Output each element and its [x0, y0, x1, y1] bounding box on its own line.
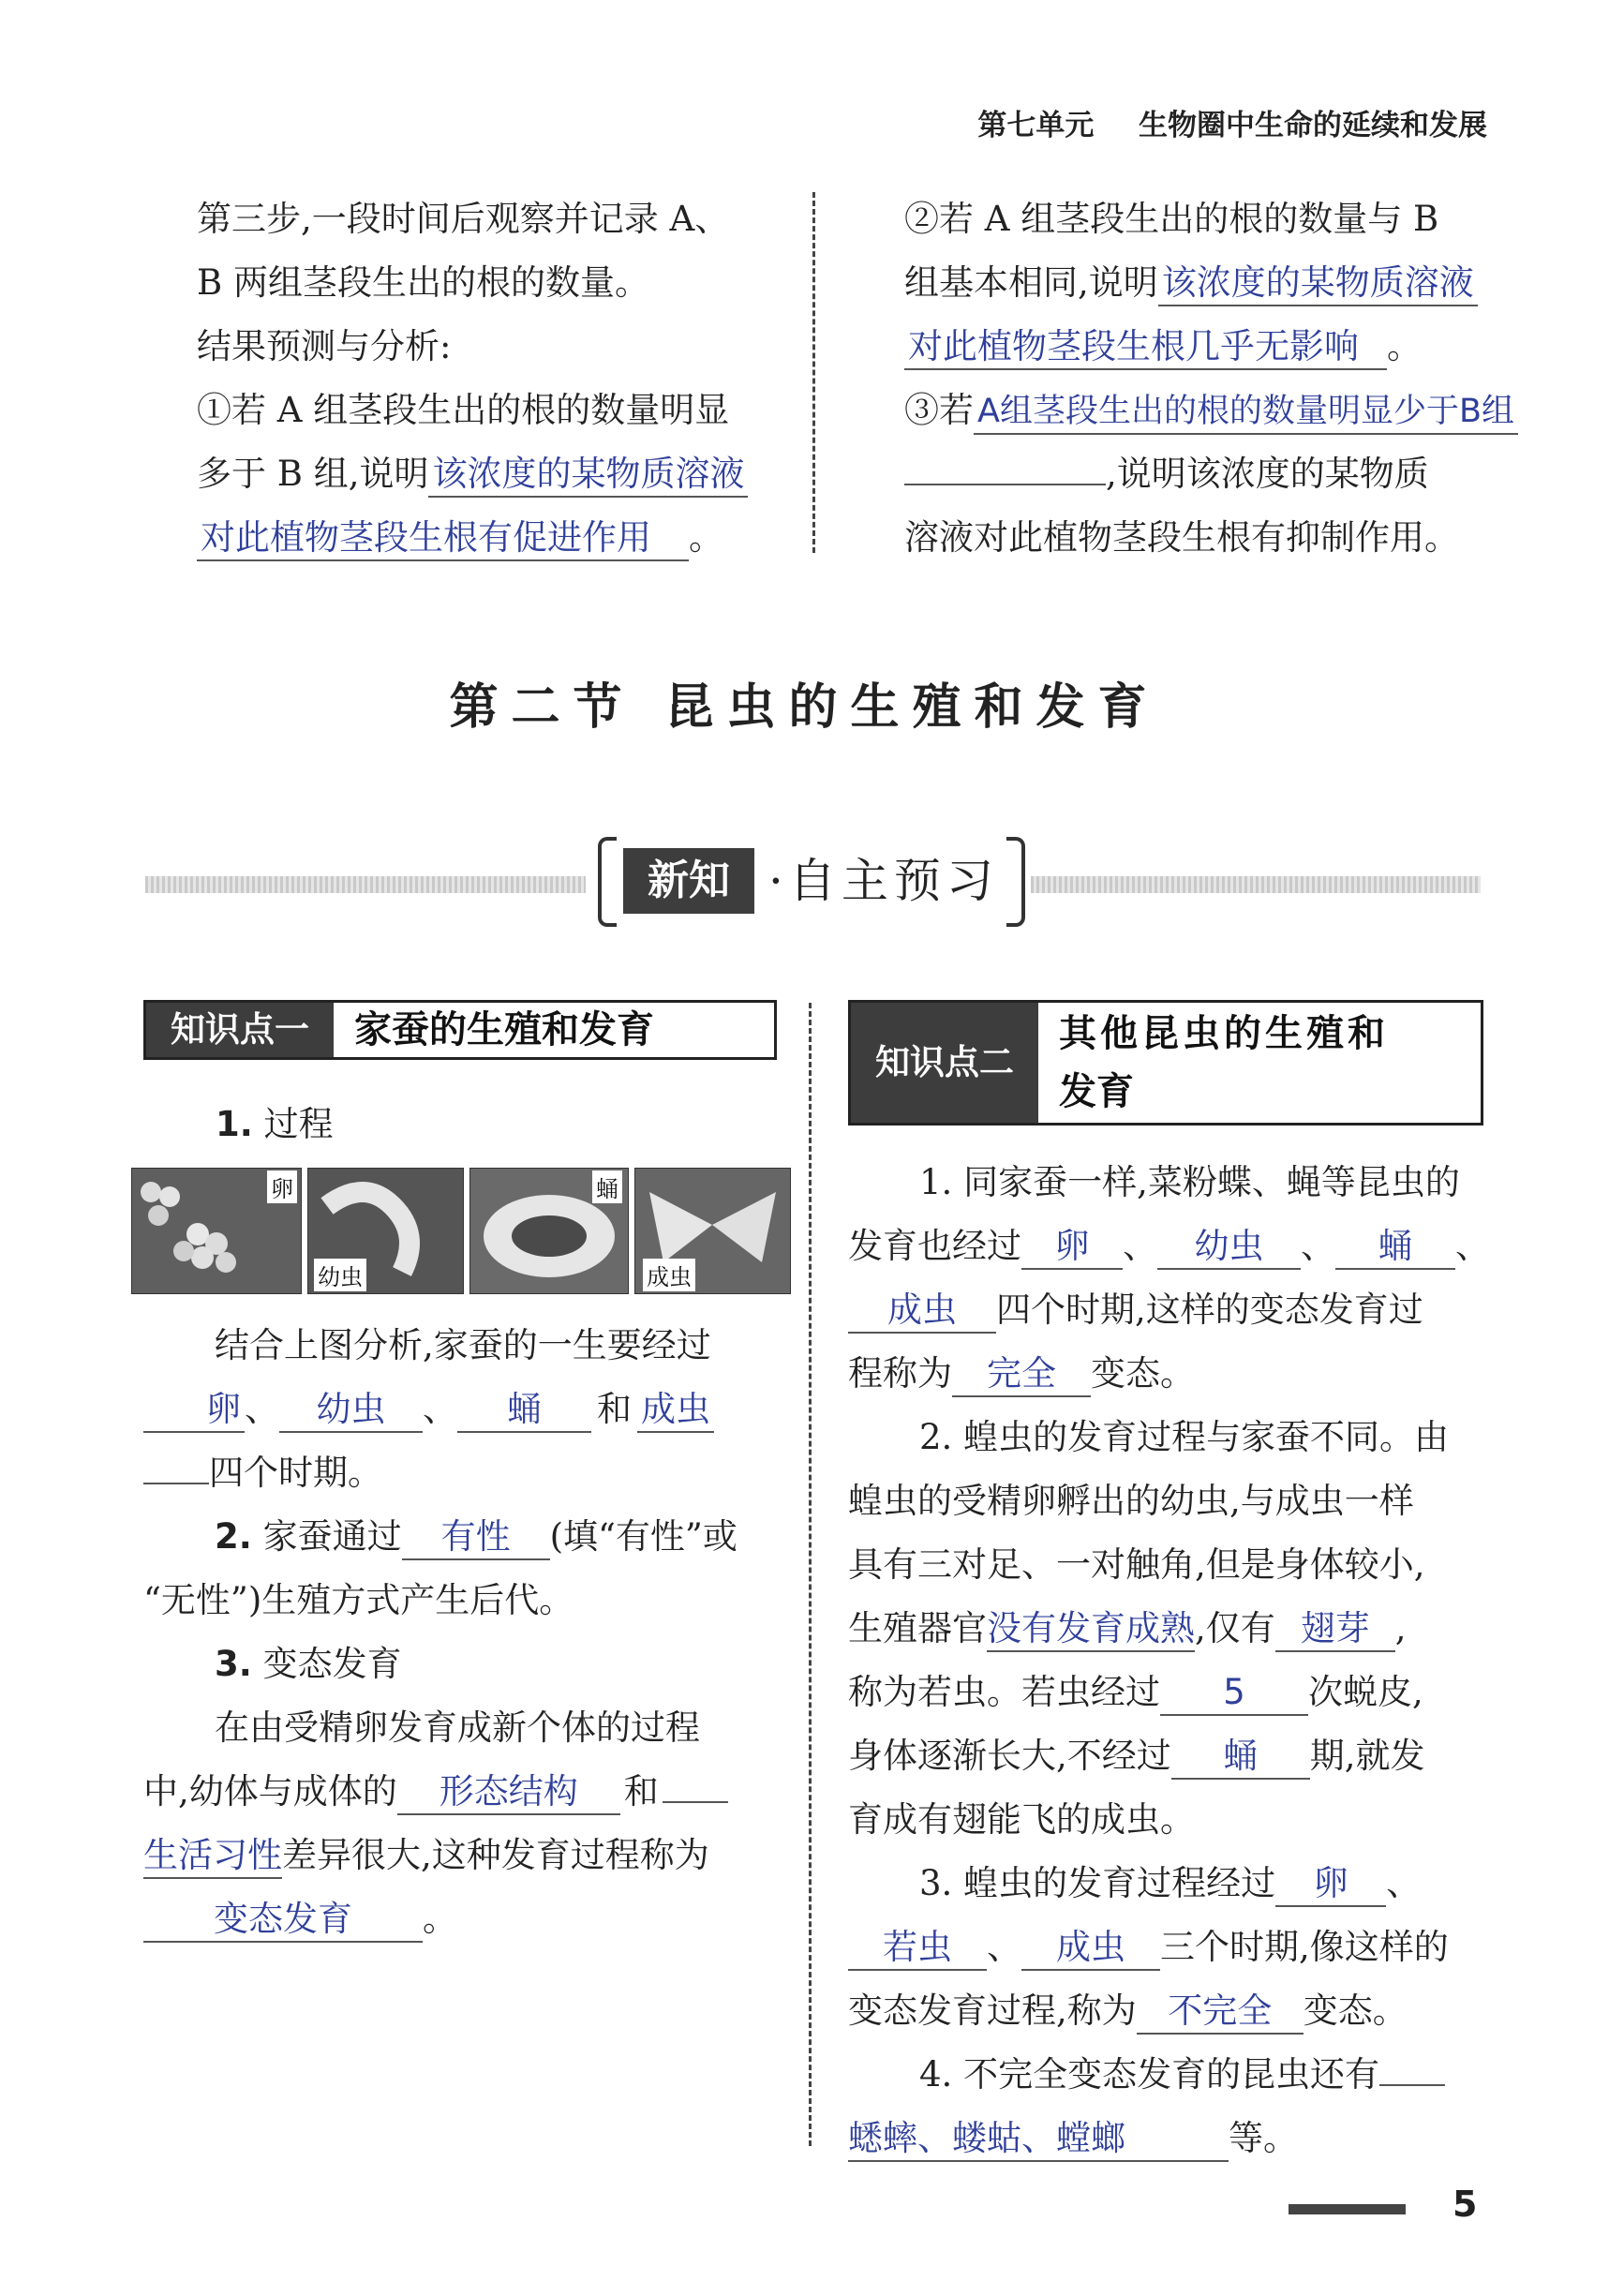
kp2-tag	[851, 1003, 1038, 1123]
column-divider-top	[812, 192, 815, 553]
text-span: 、	[245, 1389, 279, 1429]
answer-examples: 蟋蟀、蝼蛄、螳螂	[848, 2117, 1229, 2162]
text-line: 蝗虫的受精卵孵出的幼虫,与成虫一样	[848, 1481, 1414, 1521]
text-line: 第三步,一段时间后观察并记录 A、	[197, 199, 730, 239]
step-number: 2.	[215, 1516, 252, 1557]
kp1-header	[143, 1000, 777, 1060]
text-span: 。	[423, 1899, 457, 1939]
blank-line	[143, 1445, 209, 1484]
text-line	[197, 442, 806, 506]
kp1-title: 家蚕的生殖和发育	[354, 1008, 654, 1051]
text-span: 次蜕皮,	[1308, 1672, 1423, 1712]
blank-line	[663, 1764, 728, 1803]
text-line: 1. 同家蚕一样,菜粉蝶、蝇等昆虫的	[919, 1162, 1460, 1202]
text-span: 多于 B 组,说明	[197, 454, 429, 494]
text-line	[848, 1852, 1504, 1916]
text-span: 等。	[1229, 2118, 1298, 2158]
kp2-header	[848, 1000, 1483, 1126]
answer-wing-buds: 翅芽	[1275, 1607, 1395, 1652]
text-line	[143, 1887, 790, 1951]
larva-photo	[307, 1168, 464, 1294]
text-span: 和	[597, 1389, 632, 1429]
text-line	[143, 1441, 790, 1505]
text-span: 四个时期。	[209, 1453, 382, 1493]
text-span: 、	[423, 1389, 457, 1429]
answer-pupa: 蛹	[457, 1388, 591, 1433]
text-span: ③若	[904, 390, 974, 430]
answer-nymph: 若虫	[848, 1926, 987, 1971]
answer-adult-2: 成虫	[848, 1289, 996, 1334]
kp1-tag-text: 知识点一	[171, 1009, 309, 1050]
text-span: 、	[987, 1927, 1021, 1967]
text-span: 发育也经过	[848, 1226, 1021, 1266]
text-line: 育成有翅能飞的成虫。	[848, 1799, 1195, 1840]
step-label: 过程	[263, 1104, 334, 1144]
text-line	[904, 379, 1598, 442]
banner-text: ·自主预习	[768, 854, 999, 908]
text-span: 程称为	[848, 1353, 952, 1394]
answer-pupa-2: 蛹	[1335, 1225, 1455, 1270]
banner-bar-right	[1031, 876, 1481, 893]
banner-tag	[623, 848, 754, 914]
text-line	[143, 1505, 790, 1569]
text-line	[848, 1661, 1504, 1724]
text-line	[197, 506, 806, 570]
footer-bar	[1289, 2204, 1406, 2214]
answer-sexual: 有性	[402, 1515, 550, 1560]
answer-complete: 完全	[952, 1352, 1091, 1397]
text-line	[848, 1916, 1504, 1979]
text-span: 、	[1386, 1863, 1422, 1903]
banner-bracket-right	[1006, 837, 1025, 927]
text-line	[848, 1342, 1504, 1406]
text-line	[848, 1979, 1504, 2043]
egg-photo	[131, 1168, 302, 1294]
kp1-step1	[216, 1093, 334, 1156]
text-span: 生殖器官	[848, 1608, 987, 1648]
answer-incomplete: 不完全	[1137, 1990, 1304, 2035]
text-span: 中,幼体与成体的	[143, 1771, 397, 1811]
answer-metamorphosis: 变态发育	[143, 1898, 423, 1943]
text-span: 。	[1387, 326, 1422, 366]
text-line: ①若 A 组茎段生出的根的数量明显	[197, 390, 730, 430]
blank-line	[1379, 2047, 1445, 2086]
answer-molts: 5	[1160, 1671, 1308, 1716]
answer-larva: 幼虫	[279, 1388, 423, 1433]
top-right-column	[904, 187, 1598, 570]
kp1-tag	[146, 1003, 334, 1057]
text-span: 身体逐渐长大,不经过	[848, 1736, 1171, 1776]
step-number: 3.	[215, 1644, 252, 1684]
top-left-column	[197, 187, 806, 570]
banner-bar-left	[145, 876, 586, 893]
text-line	[904, 442, 1598, 506]
text-line	[848, 1724, 1504, 1788]
answer-3: A组茎段生出的根的数量明显少于B组	[974, 390, 1518, 435]
step-number: 1.	[216, 1104, 253, 1144]
text-span: 家蚕通过	[262, 1516, 402, 1557]
answer-larva-2: 幼虫	[1157, 1225, 1301, 1270]
text-span: 变态。	[1091, 1353, 1195, 1394]
text-span: 组基本相同,说明	[904, 262, 1158, 303]
text-line: 结果预测与分析:	[197, 326, 452, 366]
adult-label: 成虫	[643, 1259, 695, 1291]
kp2-paragraphs	[848, 1151, 1504, 2170]
answer-habits: 生活习性	[143, 1834, 282, 1879]
banner-tag-text: 新知	[648, 857, 730, 904]
answer-egg: 卵	[143, 1388, 245, 1433]
text-span: 、	[1301, 1226, 1335, 1266]
kp2-title-line: 发育	[1059, 1070, 1134, 1113]
text-span: ,	[1394, 1608, 1407, 1648]
answer-egg-3: 卵	[1275, 1862, 1386, 1907]
unit-title: 生物圈中生命的延续和发展	[1139, 109, 1487, 142]
text-span: 四个时期,这样的变态发育过	[996, 1290, 1423, 1330]
kp2-title	[1059, 1005, 1389, 1121]
kp1-paragraphs	[143, 1314, 790, 1951]
answer-pupa-stage: 蛹	[1171, 1735, 1310, 1780]
section-title: 第二节 昆虫的生殖和发育	[449, 678, 1160, 736]
text-line: B 两组茎段生出的根的数量。	[197, 262, 649, 303]
answer-1a: 该浓度的某物质溶液	[428, 453, 748, 498]
text-span: 3. 蝗虫的发育过程经过	[919, 1863, 1276, 1903]
text-line	[848, 1278, 1504, 1342]
answer-adult: 成虫	[637, 1388, 714, 1433]
text-line: 2. 蝗虫的发育过程与家蚕不同。由	[919, 1417, 1450, 1457]
text-span: 、	[1123, 1226, 1157, 1266]
running-header	[977, 101, 1487, 143]
answer-immature: 没有发育成熟	[987, 1607, 1195, 1652]
text-line	[904, 315, 1598, 379]
text-span: 期,就发	[1309, 1736, 1425, 1776]
answer-1b: 对此植物茎段生根有促进作用	[197, 516, 689, 561]
text-line: 结合上图分析,家蚕的一生要经过	[215, 1325, 711, 1365]
text-line: 溶液对此植物茎段生根有抑制作用。	[904, 517, 1459, 558]
text-span: 变态发育	[262, 1644, 402, 1684]
answer-adult-3: 成虫	[1021, 1926, 1160, 1971]
text-span: ,说明该浓度的某物质	[1106, 454, 1429, 494]
text-line	[143, 1633, 790, 1696]
text-line: ②若 A 组茎段生出的根的数量与 B	[904, 199, 1439, 239]
text-span: 和	[623, 1771, 659, 1811]
kp2-title-line: 其他昆虫的生殖和	[1059, 1012, 1389, 1055]
text-line	[848, 2107, 1504, 2170]
text-line	[143, 1760, 790, 1824]
text-span: 变态。	[1303, 1990, 1408, 2031]
text-line	[143, 1824, 790, 1887]
text-span: ,仅有	[1195, 1608, 1275, 1648]
blank-line	[904, 446, 1106, 485]
text-line	[848, 1215, 1504, 1278]
text-span: 三个时期,像这样的	[1160, 1927, 1449, 1967]
answer-egg-2: 卵	[1021, 1225, 1123, 1270]
text-span: 、	[1455, 1226, 1490, 1266]
text-span: 4. 不完全变态发育的昆虫还有	[919, 2054, 1380, 2095]
pupa-label: 蛹	[592, 1170, 622, 1203]
kp2-tag-text: 知识点二	[875, 1042, 1014, 1082]
text-line: 具有三对足、一对触角,但是身体较小,	[848, 1544, 1425, 1585]
text-line	[904, 251, 1598, 315]
unit-label: 第七单元	[977, 109, 1095, 142]
text-span: 差异很大,这种发育过程称为	[282, 1835, 709, 1875]
column-divider-bottom	[809, 1003, 812, 2146]
text-line	[848, 2043, 1504, 2107]
text-line: 在由受精卵发育成新个体的过程	[215, 1707, 700, 1748]
text-span: 称为若虫。若虫经过	[848, 1672, 1160, 1712]
text-span: 变态发育过程,称为	[848, 1990, 1137, 2031]
page-number: 5	[1453, 2184, 1478, 2225]
banner-bracket-left	[598, 837, 617, 927]
larva-label: 幼虫	[314, 1259, 366, 1291]
answer-2b: 对此植物茎段生根几乎无影响	[904, 325, 1387, 370]
adult-photo	[634, 1168, 791, 1294]
text-span: (填“有性”或	[549, 1516, 737, 1557]
text-line	[143, 1378, 790, 1441]
text-line	[848, 1597, 1504, 1661]
pupa-photo	[469, 1168, 629, 1294]
egg-label: 卵	[267, 1170, 297, 1203]
answer-morphology: 形态结构	[397, 1770, 620, 1815]
text-span: 。	[689, 517, 723, 558]
answer-2a: 该浓度的某物质溶液	[1158, 261, 1478, 306]
text-line: “无性”)生殖方式产生后代。	[143, 1580, 574, 1620]
